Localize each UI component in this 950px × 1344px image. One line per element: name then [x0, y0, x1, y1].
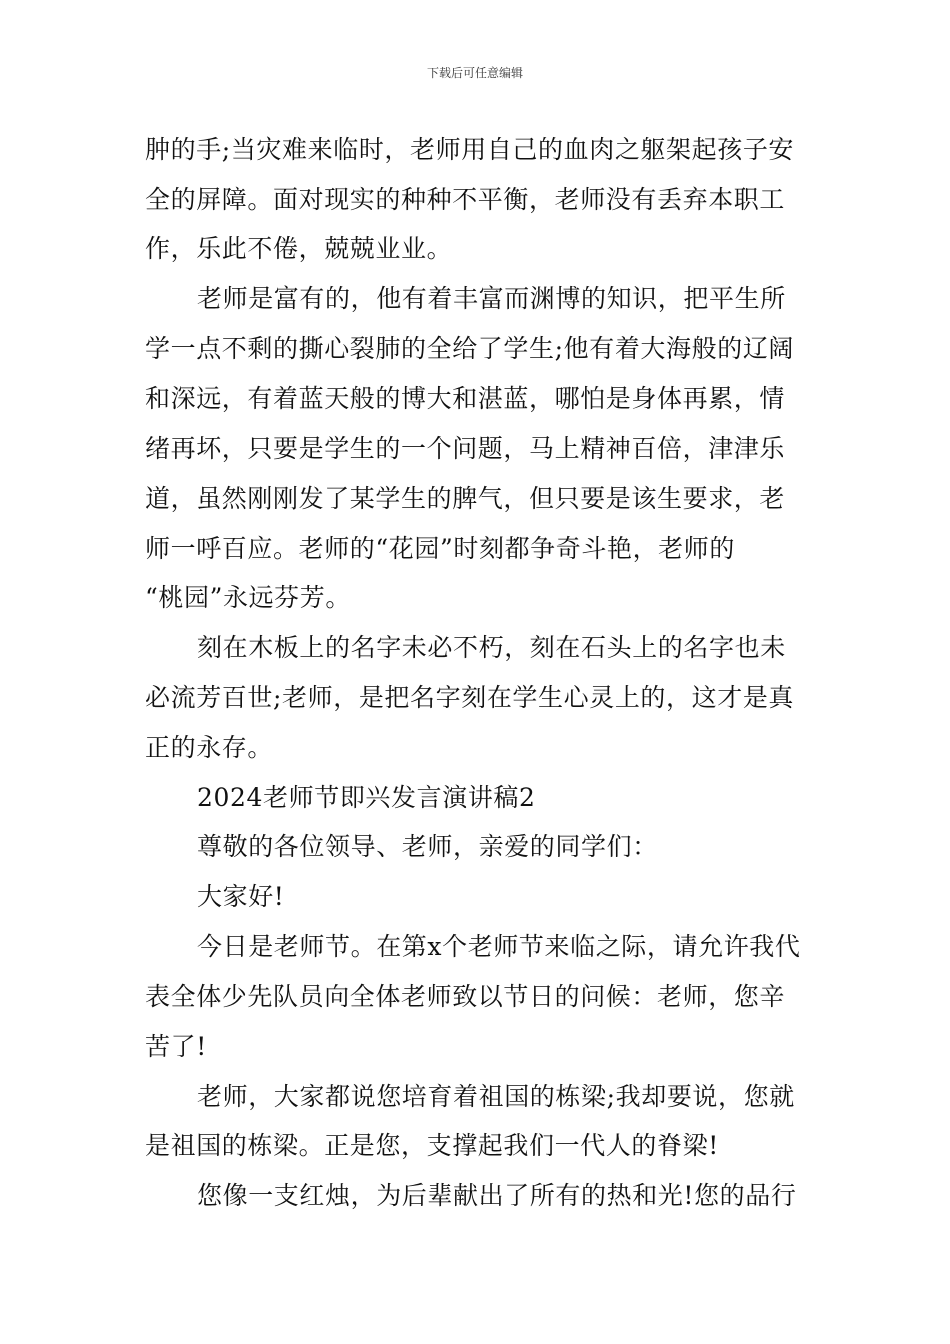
text-line: 绪再坏，只要是学生的一个问题，马上精神百倍，津津乐 — [145, 434, 786, 463]
text-line: 必流芳百世;老师，是把名字刻在学生心灵上的，这才是真 — [145, 683, 795, 712]
text-line: 是祖国的栋梁。正是您，支撑起我们一代人的脊梁! — [145, 1131, 719, 1160]
text-line: 全的屏障。面对现实的种种不平衡，老师没有丢弃本职工 — [145, 185, 786, 214]
text-line: 作，乐此不倦，兢兢业业。 — [145, 234, 453, 263]
salutation: 尊敬的各位领导、老师，亲爱的同学们： — [197, 832, 658, 861]
paragraph-first-line: 老师，大家都说您培育着祖国的栋梁;我却要说，您就 — [197, 1082, 795, 1111]
section-title: 2024老师节即兴发言演讲稿2 — [197, 783, 536, 812]
paragraph-first-line: 老师是富有的，他有着丰富而渊博的知识，把平生所 — [197, 284, 786, 313]
paragraph-first-line: 刻在木板上的名字未必不朽，刻在石头上的名字也未 — [197, 633, 786, 662]
text-line: 和深远，有着蓝天般的博大和湛蓝，哪怕是身体再累，情 — [145, 384, 786, 413]
text-line: 道，虽然刚刚发了某学生的脾气，但只要是该生要求，老 — [145, 484, 786, 513]
text-line: 正的永存。 — [145, 733, 274, 762]
page-header: 下载后可任意编辑 — [426, 66, 523, 80]
text-line: “桃园”永远芬芳。 — [145, 583, 351, 612]
paragraph-first-line: 您像一支红烛，为后辈献出了所有的热和光!您的品行 — [197, 1181, 797, 1210]
greeting: 大家好! — [197, 882, 285, 911]
paragraph-first-line: 今日是老师节。在第x个老师节来临之际，请允许我代 — [197, 932, 801, 961]
text-line: 师一呼百应。老师的“花园”时刻都争奇斗艳，老师的 — [145, 534, 735, 563]
text-line: 肿的手;当灾难来临时，老师用自己的血肉之躯架起孩子安 — [145, 135, 795, 164]
text-line: 表全体少先队员向全体老师致以节日的问候：老师，您辛 — [145, 982, 786, 1011]
text-line: 苦了! — [145, 1032, 207, 1061]
text-line: 学一点不剩的撕心裂肺的全给了学生;他有着大海般的辽阔 — [145, 334, 795, 363]
